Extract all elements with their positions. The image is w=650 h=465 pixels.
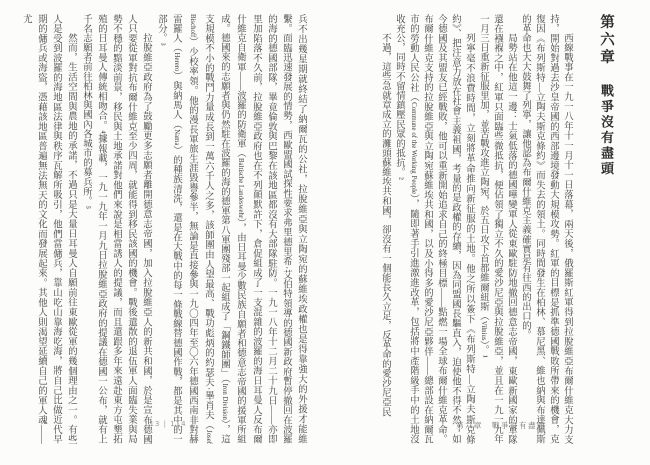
page-number: 113 | 114 xyxy=(144,420,187,428)
latin-annotation: Iron Division xyxy=(221,383,228,420)
chapter-heading xyxy=(594,14,618,444)
latin-annotation: Commune of the Working People xyxy=(410,102,417,195)
chapter-title: 戰爭沒有盡頭 xyxy=(599,83,614,177)
chapter-number: 第六章 xyxy=(598,14,614,67)
right-page xyxy=(352,14,618,444)
body-paragraph: 然而，生活空間與農地的承諾，不過只是大量日耳曼人自願前往東歐從軍的幾個理由之一。有些人是受到波羅的海地區法律與秩序瓦解所吸引，他們當傭兵，靠山吃山靠海吃海，將自己比做近代早期的傭兵或海盜，憑藉該地區普遍無法無天的文化而發展起來。其他人則渴望延續自己的軍人魂——尤 xyxy=(21,14,76,444)
body-paragraph-continuation: 兵不出幾星期就終結了納爾瓦的公社，拉脫維亞與立陶宛的蘇維埃政權也是得靠強大的外援才能維繫。面臨迅速發展的情勢，西歐盟國試探性要求弗里德里希·艾伯特領導的德國新政府暫停撤回在波羅的海的德國部隊，畢竟倫敦與巴黎在該地區都沒有大部隊駐防。一九一八年十二月二十九日——亦即里加陷落不久前，拉脫維亞政府也在不列顛默許下，倉促組成了一支混雜的波羅的海日耳曼人反布爾什維克自衛軍——波羅的防衛軍（Baltische Landeswehr），由日耳曼少數民族自願者和德意志帝國的援軍所組成。德國來的志願者與仍然駐在波羅的海的德軍第八軍團殘部一起組成了「鋼鐵師團」（Iron Division），這支規模不小的戰鬥力量成長到一萬六千人之多，該師團由人望最高、戰功彪炳的約瑟夫·畢肖夫（Josef Bischoff）少校率領。他的漫長軍旅生涯毀譽參半，無論是直接參與一九〇四年至〇六年德國西南非對赫雷羅人（Herero）與納馬人（Nama）的種族清洗，還是在大戰中的每一條戰線替德國作戰，都是其中的一部分。³ xyxy=(156,14,306,444)
latin-annotation: Baltische Landeswehr xyxy=(237,158,244,219)
body-paragraph: 不過，這些急就章成立的灘頭蘇維埃共和國，卻沒有一個能長久立足，反革命的愛沙尼亞民 xyxy=(380,32,390,417)
latin-annotation: Herero xyxy=(173,52,180,72)
running-footer: 第六章 戰爭沒有盡頭 xyxy=(456,421,546,430)
latin-annotation: Vilnius xyxy=(480,320,487,341)
body-paragraph: 西線戰事在一九一八年十一月十一日落幕，兩天後，俄羅斯紅軍得到拉脫維亞布爾什維克大力支持，開始對過去沙皇帝國的西部邊境發動大規模攻勢。紅軍的目標是抓準德國戰敗所帶來的機會，克復因《布列斯特—立陶夫斯克條約》而失去的領土。同時間發生在柏林、慕尼黑、維也納與布達佩斯的革命也大大鼓舞了列寧，讓他認為布爾什維克主義確實是有往西的出口的。 xyxy=(520,14,572,444)
body-paragraph: 局勢站在他這一邊：士氣低落的德國嘩變軍人從東歐駐防地撤回德意志帝國，東歐新國家的軍隊還在襁褓之中，紅軍只面臨些微抵抗，便佔領了獨立不久的愛沙尼亞與拉脫維亞，並且在一九一九年一月三日重新征服里加，並苦戰攻進立陶宛，於五日攻下首都維爾紐斯（Vilnius）。¹ xyxy=(478,14,516,444)
left-page xyxy=(20,14,308,444)
latin-annotation: Josef Bischoff xyxy=(189,14,212,444)
body-paragraph: 列寧毫不浪費時間，立刻將革命推向新征服的土地。他之所以簽下《布列斯特—立陶夫斯克條約》、把注意力放在社會主義祖國，考量的是政權的存續，因為同盟國長驅直入，迫使他不得不然；如今德國及其盟友已經戰敗，他可以重新開始追求自己的終極目標——點燃一場全球布爾什維克革命。布爾什維克支持的拉脫維亞與立陶宛蘇維埃共和國，以及小得多的愛沙尼亞夥伴——總部設在納爾瓦市的勞動人民公社（Commune of the Working People），隨即著手引進激進改革，包括將中產階級手中的土地沒收充公，同時不留情鎮壓民眾的抵抗。² xyxy=(394,14,474,444)
latin-annotation: Nama xyxy=(173,129,180,146)
body-paragraph: 拉脫維亞政府為了鼓勵更多志願者離開德意志帝國，加入拉脫維亞人的新共和國，於是宣布德國人只要從軍對抗布爾什維克至少四周，就能得到移民該國的機會。戰後遣散的退伍軍人面臨失業與局勢不穩的黯淡前景，移民與土地承諾對他們來說是相當誘人的提議，而且還跟多年來遠赴東方屯墾拓殖的日耳曼人傳統相吻合。⁴據報載，一九一九年一月九日拉脫維亞政府的提議在德國一公布，就有上千名志願者前往柏林與國內各城市的募兵所。⁵ xyxy=(81,14,151,444)
